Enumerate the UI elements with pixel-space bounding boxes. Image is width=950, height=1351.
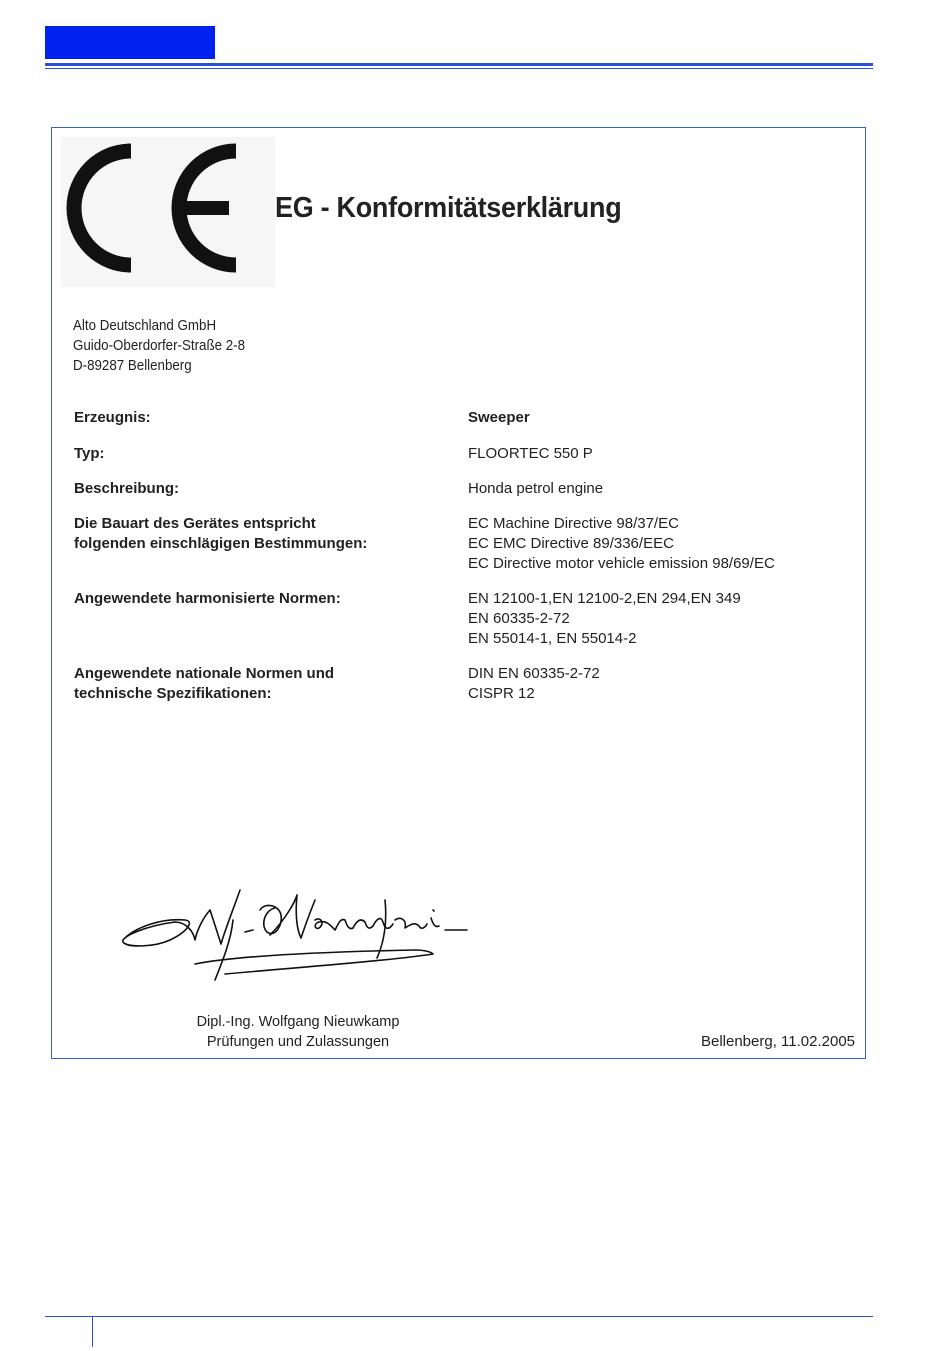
description-label: Beschreibung: — [74, 480, 180, 497]
national-standards-label-line: Angewendete nationale Normen und — [74, 665, 335, 682]
place-date: Bellenberg, 11.02.2005 — [700, 1033, 855, 1050]
national-standards-values — [468, 664, 600, 704]
ce-mark-logo — [61, 137, 275, 287]
type-label: Typ: — [74, 445, 105, 462]
company-address — [73, 316, 245, 376]
signer-role: Prüfungen und Zulassungen — [206, 1034, 390, 1050]
directives-label — [74, 514, 367, 554]
national-standards-label-line: technische Spezifikationen: — [74, 685, 272, 702]
signer-block — [180, 1012, 416, 1052]
handwritten-signature — [115, 880, 475, 990]
description-value: Honda petrol engine — [468, 480, 604, 497]
company-city: D-89287 Bellenberg — [73, 358, 192, 374]
directive-item: EC EMC Directive 89/336/EEC — [468, 535, 674, 552]
standard-item: EN 12100-1,EN 12100-2,EN 294,EN 349 — [468, 590, 741, 607]
harmonized-standards-label: Angewendete harmonisierte Normen: — [74, 590, 341, 607]
national-standards-label — [74, 664, 334, 704]
header-color-block — [45, 26, 215, 59]
company-street: Guido-Oberdorfer-Straße 2-8 — [73, 338, 246, 354]
directives-values — [468, 514, 775, 574]
national-standard-item: DIN EN 60335-2-72 — [468, 665, 600, 682]
national-standard-item: CISPR 12 — [468, 685, 535, 702]
product-value: Sweeper — [468, 409, 530, 426]
footer-rule — [45, 1316, 873, 1317]
directives-label-line: Die Bauart des Gerätes entspricht — [74, 515, 316, 532]
directive-item: EC Directive motor vehicle emission 98/69/EC — [468, 555, 775, 572]
company-name: Alto Deutschland GmbH — [73, 318, 217, 334]
header-rule — [45, 63, 873, 66]
signer-name: Dipl.-Ing. Wolfgang Nieuwkamp — [196, 1014, 400, 1030]
standard-item: EN 55014-1, EN 55014-2 — [468, 630, 637, 647]
header-rule-thin — [45, 68, 873, 69]
directive-item: EC Machine Directive 98/37/EC — [468, 515, 679, 532]
type-value: FLOORTEC 550 P — [468, 445, 593, 462]
directives-label-line: folgenden einschlägigen Bestimmungen: — [74, 535, 368, 552]
product-label: Erzeugnis: — [74, 409, 151, 426]
document-title: EG - Konformitätserklärung — [275, 192, 622, 224]
standard-item: EN 60335-2-72 — [468, 610, 570, 627]
harmonized-standards-values — [468, 589, 741, 649]
footer-tick — [92, 1317, 93, 1347]
